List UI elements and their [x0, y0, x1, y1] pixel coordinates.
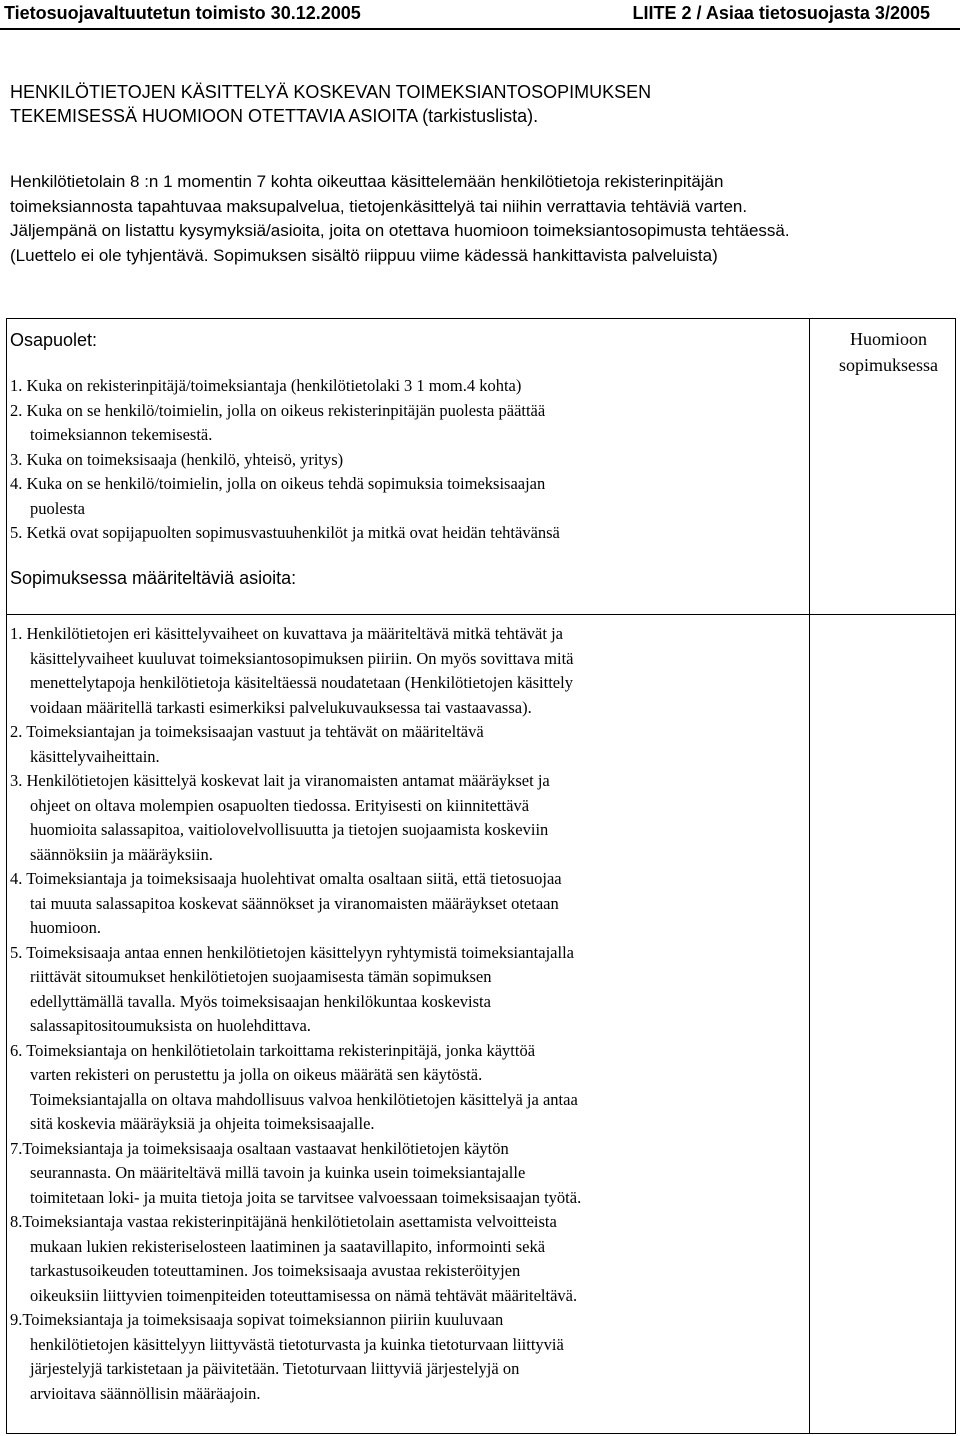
list-item-line: 6. Toimeksiantaja on henkilötietolain tarkoittama rekisterinpitäjä, jonka käyttöä	[10, 1040, 536, 1060]
list-item-line: 9.Toimeksiantaja ja toimeksisaaja sopivat toimeksiannon piiriin kuuluvaan	[10, 1310, 504, 1329]
list-item-continuation: voidaan määritellä tarkasti esimerkiksi palvelukuvauksessa tai vastaavassa).	[30, 697, 532, 717]
header-right: LIITE 2 / Asiaa tietosuojasta 3/2005	[632, 3, 930, 23]
list-item	[10, 374, 810, 399]
page-header	[0, 0, 960, 30]
list-item-line: 5. Toimeksisaaja antaa ennen henkilötietojen käsittelyyn ryhtymistä toimeksiantajalla	[10, 942, 574, 962]
list-item	[10, 1308, 810, 1406]
list-item-line: 7.Toimeksiantaja ja toimeksisaaja osaltaan vastaavat henkilötietojen käytön	[10, 1138, 509, 1158]
list-item-continuation: Toimeksiantajalla on oltava mahdollisuus valvoa henkilötietojen käsittelyä ja antaa	[30, 1089, 578, 1109]
list-item-line: 1. Henkilötietojen eri käsittelyvaiheet on kuvattava ja määriteltävä mitkä tehtävät ja	[10, 624, 563, 643]
list-item-line: 2. Kuka on se henkilö/toimielin, jolla on oikeus rekisterinpitäjän puolesta päättää	[10, 400, 546, 420]
checklist-table	[6, 318, 956, 1434]
list-item	[10, 521, 810, 546]
list-item-continuation: oikeuksiin liittyvien toimenpiteiden toteuttamisessa on nämä tehtävät määriteltävä.	[30, 1285, 578, 1305]
list-item	[10, 399, 810, 448]
list-item-continuation: puolesta	[30, 498, 85, 518]
list-item-continuation: salassapitositoumuksista on huolehdittava.	[30, 1016, 311, 1035]
header-rule	[0, 28, 960, 30]
list-item-continuation: huomioita salassapitoa, vaitiolovelvollisuutta ja tietojen suojaamista koskeviin	[30, 820, 549, 839]
list-item-continuation: käsittelyvaiheet kuuluvat toimeksiantosopimuksen piiriin. On myös sovittava mitä	[30, 648, 574, 668]
list-item-continuation: arvioitava säännöllisin määräajoin.	[30, 1383, 261, 1403]
list-item-continuation: käsittelyvaiheittain.	[30, 746, 160, 766]
list-item-line: 4. Kuka on se henkilö/toimielin, jolla on oikeus tehdä sopimuksia toimeksisaajan	[10, 474, 546, 493]
list-item-line: 2. Toimeksiantajan ja toimeksisaajan vastuut ja tehtävät on määriteltävä	[10, 722, 484, 741]
list-item-continuation: huomioon.	[30, 918, 102, 937]
list-item	[10, 472, 810, 521]
osapuolet-list	[10, 374, 810, 546]
list-item	[10, 1210, 810, 1308]
intro-line: toimeksiannosta tapahtuvaa maksupalvelua, tietojenkäsittelyä tai niihin verrattavia tehtäviä varten.	[10, 196, 748, 216]
list-item-continuation: järjestelyjä tarkistetaan ja päivitetään. Tietoturvaan liittyviä järjestelyjä on	[30, 1359, 520, 1378]
list-item	[10, 941, 810, 1039]
list-item-line: 3. Henkilötietojen käsittelyä koskevat lait ja viranomaisten antamat määräykset ja	[10, 771, 550, 790]
list-item-continuation: varten rekisteri on perustettu ja jolla on oikeus määrätä sen käytöstä.	[30, 1065, 483, 1084]
list-item-continuation: ohjeet on oltava molempien osapuolten tiedossa. Erityisesti on kiinnitettävä	[30, 795, 530, 815]
intro-line: Henkilötietolain 8 :n 1 momentin 7 kohta oikeuttaa käsittelemään henkilötietoja rekisterinpitäjän	[10, 172, 724, 191]
list-item	[10, 867, 810, 941]
list-item-line: 8.Toimeksiantaja vastaa rekisterinpitäjänä henkilötietolain asettamista velvoitteista	[10, 1212, 557, 1231]
column-header-huomioon: Huomioon sopimuksessa	[839, 329, 938, 375]
list-item-continuation: tarkastusoikeuden toteuttaminen. Jos toimeksisaaja avustaa rekisteröityjen	[30, 1261, 521, 1280]
list-item-continuation: tai muuta salassapitoa koskevat säännökset ja viranomaisten määräykset otetaan	[30, 893, 559, 913]
list-item-continuation: menettelytapoja henkilötietoja käsiteltäessä noudatetaan (Henkilötietojen käsittely	[30, 673, 573, 692]
intro-paragraph	[10, 170, 950, 268]
list-item-continuation: sitä koskevia määräyksiä ja ohjeita toimeksisaajalle.	[30, 1114, 375, 1133]
title-line-2: TEKEMISESSÄ HUOMIOON OTETTAVIA ASIOITA (tarkistuslista).	[10, 106, 539, 126]
list-item-continuation: henkilötietojen käsittelyyn liittyvästä tietoturvasta ja kuinka tietoturvaan liittyviä	[30, 1334, 564, 1354]
table-top-border	[6, 318, 956, 319]
title-line-1: HENKILÖTIETOJEN KÄSITTELYÄ KOSKEVAN TOIMEKSIANTOSOPIMUKSEN	[10, 82, 652, 102]
list-item	[10, 1039, 810, 1137]
list-item-continuation: mukaan lukien rekisteriselosteen laatiminen ja saatavillapito, informointi sekä	[30, 1236, 546, 1256]
intro-line: (Luettelo ei ole tyhjentävä. Sopimuksen sisältö riippuu viime kädessä hankittavista palveluista)	[10, 245, 718, 265]
table-left-border	[6, 318, 7, 1434]
list-item	[10, 448, 810, 473]
list-item	[10, 720, 810, 769]
list-item-line: 5. Ketkä ovat sopijapuolten sopimusvastuuhenkilöt ja mitkä ovat heidän tehtävänsä	[10, 523, 560, 542]
list-item	[10, 622, 810, 720]
list-item-continuation: toimeksiannon tekemisestä.	[30, 425, 213, 444]
list-item-continuation: seurannasta. On määriteltävä millä tavoin ja kuinka usein toimeksiantajalle	[30, 1163, 526, 1182]
list-item-continuation: toimitetaan loki- ja muita tietoja joita se tarvitsee valvoessaan toimeksisaajan työtä.	[30, 1187, 582, 1207]
asioita-list	[10, 622, 810, 1406]
table-bottom-border	[6, 1433, 956, 1434]
list-item	[10, 769, 810, 867]
document-title	[10, 80, 950, 128]
section-heading-asioita: Sopimuksessa määriteltäviä asioita:	[10, 568, 297, 588]
list-item-continuation: säännöksiin ja määräyksiin.	[30, 844, 213, 864]
table-right-border	[955, 318, 956, 1434]
list-item-line: 4. Toimeksiantaja ja toimeksisaaja huolehtivat omalta osaltaan siitä, että tietosuojaa	[10, 869, 562, 888]
list-item-continuation: riittävät sitoumukset henkilötietojen suojaamisesta tämän sopimuksen	[30, 967, 492, 986]
section-heading-osapuolet: Osapuolet:	[10, 330, 98, 350]
list-item-line: 3. Kuka on toimeksisaaja (henkilö, yhteisö, yritys)	[10, 449, 344, 469]
section-divider	[6, 614, 956, 615]
header-left: Tietosuojavaltuutetun toimisto 30.12.2005	[4, 3, 361, 23]
list-item-line: 1. Kuka on rekisterinpitäjä/toimeksiantaja (henkilötietolaki 3 1 mom.4 kohta)	[10, 376, 522, 395]
intro-line: Jäljempänä on listattu kysymyksiä/asioita, joita on otettava huomioon toimeksiantosopimusta tehtäessä.	[10, 221, 790, 240]
list-item	[10, 1137, 810, 1211]
list-item-continuation: edellyttämällä tavalla. Myös toimeksisaajan henkilökuntaa koskevista	[30, 991, 491, 1011]
